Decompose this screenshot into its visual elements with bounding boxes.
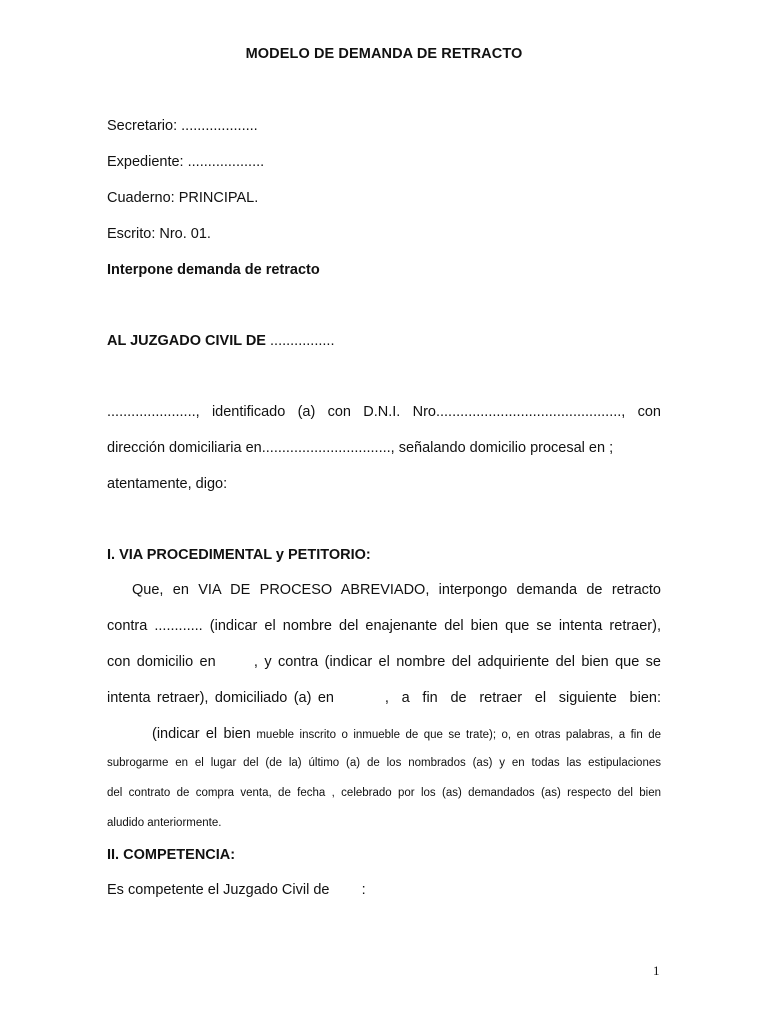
section1-paragraph-line [132,582,661,598]
addressee-court: AL JUZGADO CIVIL DE [107,333,266,349]
document-title: MODELO DE DEMANDA DE RETRACTO [245,46,523,62]
intro-line-1-end: con [637,404,661,420]
addressee-line [107,333,334,349]
section1-text: contra ............ (indicar el nombre del enajenante del bien que se intenta retraer), [107,618,661,634]
section1-text: aludido anteriormente. [107,817,222,829]
section1-heading: I. VIA PROCEDIMENTAL y PETITORIO: [107,547,371,563]
secretario-line: Secretario: ................... [107,118,258,134]
section1-text: subrogarme en el lugar del (de la) último (a) de los nombrados (as) y en todas las estipulaciones [107,757,661,769]
sumilla-line: Interpone demanda de retracto [107,262,320,278]
intro-line-2: dirección domiciliaria en................................, señalando domicilio procesal en ; [107,440,614,456]
section1-text: intenta retraer), domiciliado (a) en , a fin de retraer el siguiente bien: [107,690,661,706]
section1-text: del contrato de compra venta, de fecha , celebrado por los (as) demandados (as) respecto del bien [107,787,661,799]
section1-paragraph-line [107,757,661,769]
section1-paragraph-line [107,817,661,829]
section1-paragraph-line [107,618,661,634]
escrito-line: Escrito: Nro. 01. [107,226,211,242]
intro-line-1-text: ......................, identificado (a) con D.N.I. Nro.............................................., [107,404,626,420]
page-number: 1 [653,963,660,978]
cuaderno-line: Cuaderno: PRINCIPAL. [107,190,259,206]
section1-paragraph-line [107,654,661,670]
addressee-dots: ................ [265,333,335,349]
section2-heading: II. COMPETENCIA: [107,847,236,863]
intro-line-1 [107,404,661,420]
section2-paragraph: Es competente el Juzgado Civil de : [107,882,366,898]
section1-paragraph-line [107,690,661,706]
expediente-line: Expediente: ................... [107,154,265,170]
section1-text: con domicilio en , y contra (indicar el nombre del adquiriente del bien que se [107,654,661,670]
section1-paragraph-line [152,726,661,742]
intro-line-3: atentamente, digo: [107,476,228,492]
section1-paragraph-line [107,787,661,799]
section1-text-large: (indicar el bien [152,726,251,742]
section1-text: mueble inscrito o inmueble de que se trate); o, en otras palabras, a fin de [250,729,661,741]
section1-text: Que, en VIA DE PROCESO ABREVIADO, interpongo demanda de retracto [132,582,661,598]
